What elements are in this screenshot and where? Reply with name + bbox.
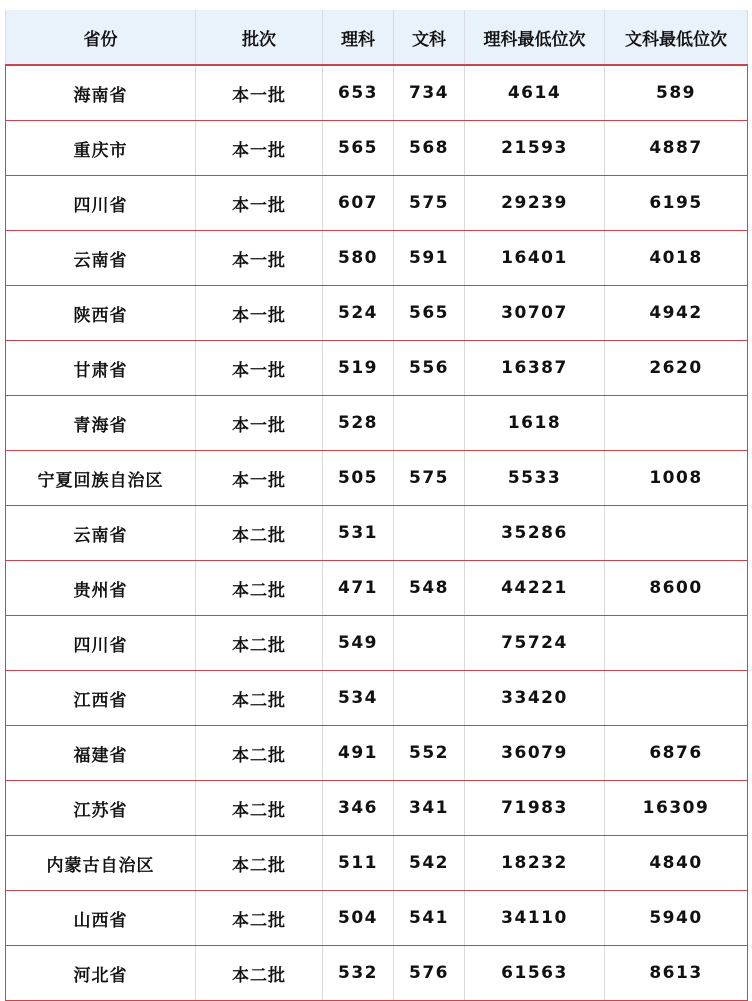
- cell-science-min-rank: 61563: [465, 946, 605, 1001]
- cell-science-score: 565: [323, 121, 394, 176]
- cell-science-score: 505: [323, 451, 394, 506]
- cell-science-min-rank: 1618: [465, 396, 605, 451]
- cell-batch: 本一批: [196, 121, 323, 176]
- table-row: [6, 616, 748, 671]
- table-row: [6, 176, 748, 231]
- cell-science-score: 524: [323, 286, 394, 341]
- cell-province: 河北省: [6, 946, 196, 1001]
- cell-liberal-arts-min-rank: 8600: [605, 561, 748, 616]
- cell-batch: 本二批: [196, 726, 323, 781]
- header-batch: 批次: [196, 10, 323, 65]
- cell-science-score: 528: [323, 396, 394, 451]
- table-row: [6, 781, 748, 836]
- cell-science-min-rank: 30707: [465, 286, 605, 341]
- cell-science-score: 511: [323, 836, 394, 891]
- cell-province: 宁夏回族自治区: [6, 451, 196, 506]
- header-province: 省份: [6, 10, 196, 65]
- cell-province: 江西省: [6, 671, 196, 726]
- cell-batch: 本一批: [196, 176, 323, 231]
- table-header: [6, 10, 748, 65]
- cell-liberal-arts-min-rank: 4887: [605, 121, 748, 176]
- table-row: [6, 726, 748, 781]
- cell-liberal-arts-min-rank: 4018: [605, 231, 748, 286]
- cell-science-score: 531: [323, 506, 394, 561]
- cell-province: 四川省: [6, 176, 196, 231]
- cell-province: 云南省: [6, 231, 196, 286]
- admission-score-table: [5, 10, 748, 1001]
- cell-province: 重庆市: [6, 121, 196, 176]
- cell-liberal-arts-score: 575: [394, 176, 465, 231]
- table-row: [6, 121, 748, 176]
- cell-batch: 本二批: [196, 506, 323, 561]
- cell-province: 云南省: [6, 506, 196, 561]
- cell-science-score: 504: [323, 891, 394, 946]
- cell-liberal-arts-score: 576: [394, 946, 465, 1001]
- table-row: [6, 286, 748, 341]
- cell-science-score: 519: [323, 341, 394, 396]
- cell-province: 海南省: [6, 65, 196, 121]
- cell-liberal-arts-min-rank: [605, 396, 748, 451]
- cell-batch: 本一批: [196, 451, 323, 506]
- cell-province: 陕西省: [6, 286, 196, 341]
- table-row: [6, 836, 748, 891]
- table-row: [6, 396, 748, 451]
- table-row: [6, 506, 748, 561]
- cell-batch: 本一批: [196, 341, 323, 396]
- table-row: [6, 561, 748, 616]
- table-row: [6, 451, 748, 506]
- cell-science-min-rank: 5533: [465, 451, 605, 506]
- cell-province: 四川省: [6, 616, 196, 671]
- cell-batch: 本二批: [196, 891, 323, 946]
- cell-science-min-rank: 4614: [465, 65, 605, 121]
- cell-liberal-arts-score: 548: [394, 561, 465, 616]
- cell-province: 青海省: [6, 396, 196, 451]
- header-liberal-arts-min-rank: 文科最低位次: [605, 10, 748, 65]
- cell-science-score: 532: [323, 946, 394, 1001]
- header-science-min-rank: 理科最低位次: [465, 10, 605, 65]
- cell-science-score: 549: [323, 616, 394, 671]
- cell-liberal-arts-min-rank: 6195: [605, 176, 748, 231]
- cell-batch: 本二批: [196, 671, 323, 726]
- cell-batch: 本二批: [196, 561, 323, 616]
- cell-batch: 本二批: [196, 946, 323, 1001]
- cell-science-min-rank: 71983: [465, 781, 605, 836]
- table-row: [6, 891, 748, 946]
- cell-liberal-arts-score: [394, 671, 465, 726]
- cell-liberal-arts-score: 565: [394, 286, 465, 341]
- cell-science-min-rank: 36079: [465, 726, 605, 781]
- cell-science-min-rank: 34110: [465, 891, 605, 946]
- table-row: [6, 341, 748, 396]
- cell-liberal-arts-min-rank: 16309: [605, 781, 748, 836]
- cell-liberal-arts-min-rank: 4840: [605, 836, 748, 891]
- header-science-score: 理科: [323, 10, 394, 65]
- cell-liberal-arts-min-rank: 4942: [605, 286, 748, 341]
- cell-liberal-arts-score: 541: [394, 891, 465, 946]
- cell-batch: 本一批: [196, 65, 323, 121]
- table-body: [6, 65, 748, 1001]
- cell-science-min-rank: 16387: [465, 341, 605, 396]
- cell-liberal-arts-score: 542: [394, 836, 465, 891]
- cell-liberal-arts-min-rank: [605, 671, 748, 726]
- cell-liberal-arts-min-rank: 1008: [605, 451, 748, 506]
- cell-province: 山西省: [6, 891, 196, 946]
- cell-liberal-arts-score: 341: [394, 781, 465, 836]
- cell-science-min-rank: 21593: [465, 121, 605, 176]
- table-row: [6, 65, 748, 121]
- cell-liberal-arts-min-rank: 589: [605, 65, 748, 121]
- cell-science-score: 534: [323, 671, 394, 726]
- table-row: [6, 231, 748, 286]
- cell-liberal-arts-min-rank: 5940: [605, 891, 748, 946]
- cell-batch: 本二批: [196, 616, 323, 671]
- cell-province: 内蒙古自治区: [6, 836, 196, 891]
- cell-liberal-arts-min-rank: [605, 506, 748, 561]
- cell-batch: 本二批: [196, 781, 323, 836]
- cell-liberal-arts-score: 575: [394, 451, 465, 506]
- cell-batch: 本一批: [196, 231, 323, 286]
- cell-province: 贵州省: [6, 561, 196, 616]
- cell-liberal-arts-min-rank: 8613: [605, 946, 748, 1001]
- cell-liberal-arts-score: 552: [394, 726, 465, 781]
- cell-province: 甘肃省: [6, 341, 196, 396]
- cell-liberal-arts-score: 568: [394, 121, 465, 176]
- cell-science-score: 653: [323, 65, 394, 121]
- cell-province: 福建省: [6, 726, 196, 781]
- table-row: [6, 946, 748, 1001]
- cell-batch: 本一批: [196, 286, 323, 341]
- cell-science-min-rank: 16401: [465, 231, 605, 286]
- cell-science-min-rank: 75724: [465, 616, 605, 671]
- cell-liberal-arts-min-rank: [605, 616, 748, 671]
- cell-science-min-rank: 33420: [465, 671, 605, 726]
- cell-science-min-rank: 35286: [465, 506, 605, 561]
- cell-liberal-arts-score: [394, 506, 465, 561]
- header-row: [6, 10, 748, 65]
- cell-liberal-arts-score: [394, 396, 465, 451]
- cell-province: 江苏省: [6, 781, 196, 836]
- cell-science-score: 580: [323, 231, 394, 286]
- cell-science-min-rank: 18232: [465, 836, 605, 891]
- cell-science-score: 607: [323, 176, 394, 231]
- cell-batch: 本二批: [196, 836, 323, 891]
- cell-liberal-arts-score: 556: [394, 341, 465, 396]
- cell-science-min-rank: 44221: [465, 561, 605, 616]
- cell-liberal-arts-min-rank: 6876: [605, 726, 748, 781]
- cell-liberal-arts-score: 591: [394, 231, 465, 286]
- table-row: [6, 671, 748, 726]
- cell-liberal-arts-score: [394, 616, 465, 671]
- cell-liberal-arts-score: 734: [394, 65, 465, 121]
- cell-science-score: 471: [323, 561, 394, 616]
- cell-liberal-arts-min-rank: 2620: [605, 341, 748, 396]
- cell-science-min-rank: 29239: [465, 176, 605, 231]
- cell-science-score: 491: [323, 726, 394, 781]
- cell-batch: 本一批: [196, 396, 323, 451]
- cell-science-score: 346: [323, 781, 394, 836]
- header-liberal-arts-score: 文科: [394, 10, 465, 65]
